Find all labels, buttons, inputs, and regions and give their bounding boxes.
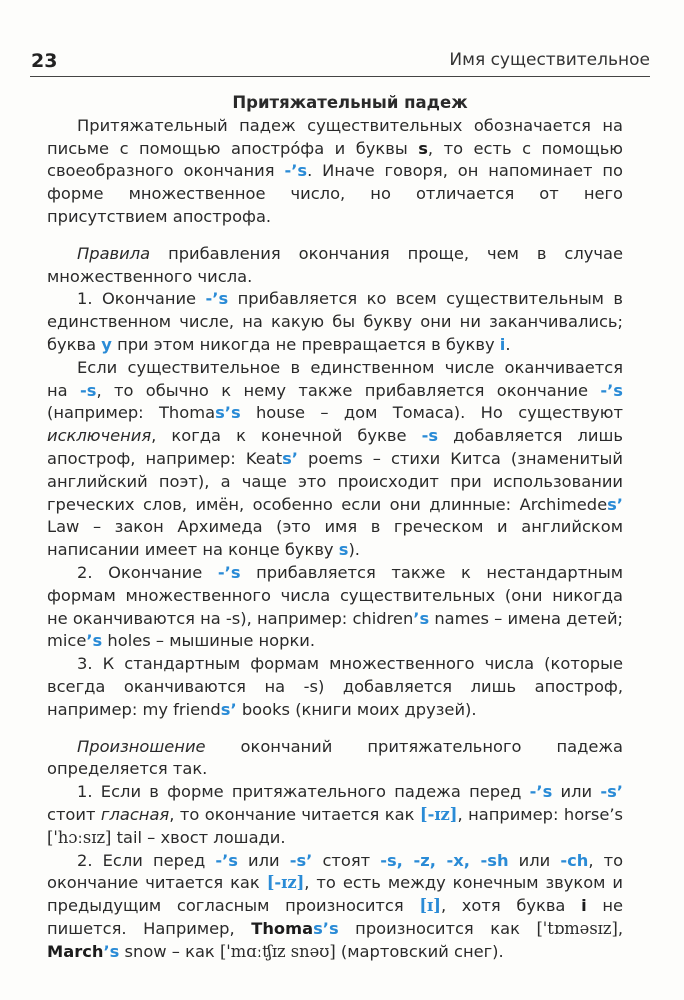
text-run: окончаний притяжательного падежа определяется так. [47, 736, 623, 779]
text-run: Притяжательный падеж существительных обозначается на письме с помощью апостро́фа и буквы [47, 115, 623, 158]
text-run: , когда к конечной букве [151, 426, 422, 446]
highlight-ending: -’s [284, 161, 308, 181]
separator: , [396, 850, 414, 870]
text-run: прибавляется ко всем существительным в единственном числе, на какую бы букву они ни заканчивались; буква [47, 289, 623, 354]
pronunciation-2-paragraph [47, 850, 623, 964]
paragraph-gap [47, 722, 623, 736]
text-run: или [552, 782, 601, 802]
text-run: произносится как [338, 918, 537, 938]
rule-1-exceptions-paragraph [47, 357, 623, 562]
text-run: Если существительное в единственном числе оканчивается на [47, 357, 623, 400]
highlight-ending: -s’ [600, 782, 623, 802]
paragraph-gap [47, 229, 623, 243]
highlight-suffix: s’s [313, 918, 339, 938]
highlight-letter: s [338, 540, 349, 560]
text-run: snow – как [119, 941, 220, 961]
highlight-consonant: -sh [480, 850, 509, 870]
italic-term: исключения [47, 426, 152, 446]
text-run: , то обычно к нему также прибавляется окончание [96, 380, 601, 400]
highlight-transcription: [-ɪz] [266, 873, 305, 893]
text-run: ). [348, 540, 360, 560]
text-run: poems – стихи Китса (знаменитый английский поэт), а чаще это происходит при использовании греческих слов, имён, особенно если они длинные: Archimede [47, 448, 623, 514]
highlight-ending: -s [80, 380, 97, 400]
highlight-transcription: [ɪ] [419, 896, 441, 916]
text-run: , то есть с помощью своеобразного окончания [47, 138, 623, 181]
highlight-suffix: s’ [607, 494, 623, 514]
text-run: Law – закон Архимеда (это имя в греческом и английском написании имеет на конце букву [47, 517, 623, 560]
pronunciation-1-paragraph [47, 781, 623, 849]
italic-term: гласная [100, 804, 170, 824]
transcription: ['hɔːsɪz] [47, 827, 112, 847]
bold-word: Thoma [251, 918, 314, 938]
highlight-letter: i [499, 334, 506, 354]
running-title: Имя существительное [449, 50, 650, 70]
text-run: names – имена детей; mice [47, 608, 624, 651]
text-run: добавляется лишь апостроф, например: Keat [47, 426, 623, 468]
bold-letter: i [581, 896, 587, 916]
highlight-ending: -s [421, 426, 439, 446]
transcription: ['tɒməsɪz] [536, 918, 618, 938]
bold-letter: s [418, 138, 428, 158]
separator: , [429, 850, 447, 870]
text-run: holes – мышиные норки. [102, 631, 316, 651]
transcription: ['mɑːʧɪz snəʊ] [219, 941, 336, 961]
text-run: books (книги моих друзей). [236, 699, 477, 719]
text-run: стоит [47, 804, 101, 824]
text-run: , то окончание читается как [169, 804, 420, 824]
text-run: 1. Если в форме притяжательного падежа перед [77, 782, 530, 802]
highlight-suffix: ’s [413, 608, 430, 628]
bold-word: March [47, 941, 104, 961]
text-run: прибавляется также к нестандартным формам множественного числа существительных (они никогда не оканчиваются на -s), например: chidren [47, 562, 623, 628]
text-run: или [237, 850, 290, 870]
text-run: (мартовский снег). [335, 941, 504, 961]
text-run: (например: Thoma [47, 403, 216, 423]
page-number: 23 [31, 50, 58, 72]
rule-3-paragraph [47, 653, 623, 721]
intro-paragraph [47, 115, 623, 229]
text-run: 2. Окончание [77, 562, 218, 582]
highlight-suffix: ’s [86, 631, 103, 651]
text-run: . [505, 334, 511, 354]
separator: , [463, 850, 481, 870]
highlight-suffix: s’ [282, 448, 298, 468]
text-run: , то окончание читается как [47, 850, 624, 893]
highlight-ending: -’s [600, 380, 623, 400]
text-run: . Иначе говоря, он напоминает по форме множественное число, но отличается от него присутствием апострофа. [47, 161, 623, 226]
text-run: , хотя буква [440, 896, 582, 916]
text-run: прибавления окончания проще, чем в случае множественного числа. [47, 243, 623, 286]
highlight-letter: y [101, 334, 112, 354]
rule-1-paragraph [47, 288, 623, 356]
text-run: house – дом Томаса). Но существуют [240, 403, 623, 423]
text-run: или [508, 850, 561, 870]
italic-term: Произношение [77, 736, 206, 756]
highlight-ending: -’s [215, 850, 238, 870]
italic-term: Правила [77, 243, 151, 263]
rules-lead-paragraph [47, 243, 623, 289]
text-run: , то есть между конечным звуком и предыдущим согласным произносится [47, 873, 623, 916]
header-rule [30, 76, 650, 77]
highlight-ending: -’s [529, 782, 553, 802]
text-run: при этом никогда не превращается в букву [111, 334, 500, 354]
highlight-suffix: ’s [103, 941, 120, 961]
text-run: 2. Если перед [77, 850, 216, 870]
text-run: , [617, 918, 623, 938]
highlight-consonant: -x [446, 850, 464, 870]
page-header [30, 46, 650, 76]
highlight-ending: -’s [205, 289, 229, 309]
text-run: 3. К стандартным формам множественного числа (которые всегда оканчиваются на -s) добавляется лишь апостроф, например: my friend [47, 654, 623, 719]
highlight-consonant: -z [413, 850, 430, 870]
highlight-consonant: -s [380, 850, 397, 870]
highlight-suffix: s’ [220, 699, 237, 719]
section-title: Притяжательный падеж [232, 93, 468, 112]
highlight-ending: -’s [217, 562, 241, 582]
text-run: стоят [312, 850, 381, 870]
pronunciation-lead-paragraph [47, 736, 623, 782]
text-run: , например: horse’s [457, 804, 624, 824]
rule-2-paragraph [47, 562, 623, 653]
highlight-ending: -s’ [289, 850, 313, 870]
page-content [47, 92, 623, 963]
text-run: 1. Окончание [77, 289, 206, 309]
text-run: не пишется. Например, [47, 896, 623, 938]
highlight-transcription: [-ɪz] [419, 804, 458, 824]
text-run: tail – хвост лошади. [111, 827, 286, 847]
highlight-consonant: -ch [560, 850, 589, 870]
highlight-suffix: s’s [215, 403, 241, 423]
